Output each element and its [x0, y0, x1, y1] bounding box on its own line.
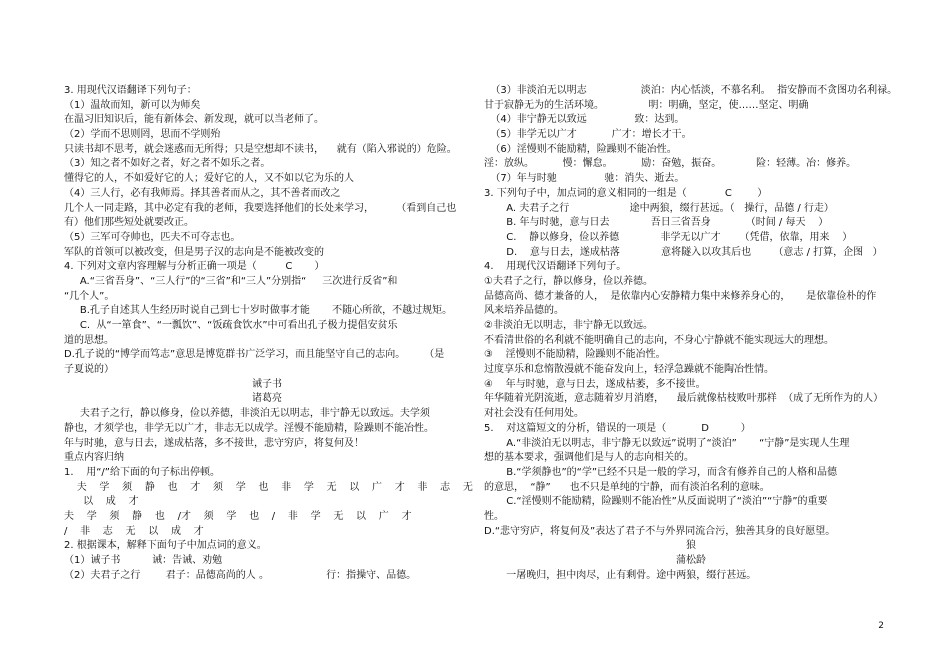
text-line: ④ 年与时驰，意与日去，遂成枯萎，多不接世。 — [484, 378, 706, 390]
text-line: （5）非学无以广才 广才：增长才干。 — [484, 129, 692, 141]
text-line: 在温习旧知识后，能有新体会、新发现，就可以当老师了。 — [64, 114, 324, 126]
text-line: 夫君子之行，静以修身，俭以养德，非淡泊无以明志，非宁静无以致远。夫学须 — [64, 408, 430, 420]
text-line: 一屠晚归，担中肉尽，止有剩骨。途中两狼，缀行甚远。 — [484, 569, 757, 581]
text-line: C.“淫慢则不能励精，险躁则不能冶性”从反面说明了“淡泊”“宁静”的重要 — [484, 496, 828, 508]
centered-heading: 狼 — [686, 540, 696, 552]
text-line: “几个人”。 — [64, 290, 115, 302]
text-line: A.“非淡泊无以明志，非宁静无以致远”说明了“淡泊” “宁静”是实现人生理 — [484, 437, 850, 449]
text-line: D.孔子说的“博学而笃志”意思是博览群书广泛学习，而且能坚守自己的志向。 （是 — [64, 349, 445, 361]
text-line: 品德高尚、德才兼备的人， 是依靠内心安静精力集中来修养身心的， 是依靠俭朴的作 — [484, 290, 877, 302]
text-line: 静也，才须学也，非学无以广才，非志无以成学。淫慢不能励精，险躁则不能冶性。 — [64, 422, 434, 434]
text-line: D. 意与日去，遂成枯落 意将隧入以攻其后也 （意志 / 打算，企图 ） — [484, 246, 883, 258]
text-line: 4. 下列对文章内容理解与分析正确一项是（ C ） — [64, 261, 325, 273]
text-line: C. 静以修身，俭以养德 非学无以广才 （凭借，依靠，用来 ） — [484, 231, 853, 243]
centered-heading: 蒲松龄 — [676, 555, 706, 566]
text-line: 只读书却不思考，就会迷惑而无所得；只是空想却不读书， 就有（陷入邪说的）危险。 — [64, 143, 457, 155]
text-line: 3. 下列句子中，加点词的意义相同的一组是（ C ） — [484, 187, 768, 199]
text-line: 不看清世俗的名利就不能明确自己的志向，不身心宁静就不能实现远大的理想。 — [484, 334, 834, 346]
text-line: 过度享乐和怠惰散漫就不能奋发向上，轻浮急躁就不能陶冶性情。 — [484, 364, 774, 376]
text-line: 夫 学 须 静 也 才 须 学 也 非 学 无 以 广 才 非 志 无 — [64, 481, 473, 493]
text-line: 年与时驰，意与日去，遂成枯落，多不接世，悲守穷庐，将复何及！ — [64, 437, 364, 449]
text-line: 甘于寂静无为的生活环境。 明：明确，坚定，使……坚定、明确 — [484, 99, 809, 111]
text-line: 重点内容归纳 — [64, 452, 124, 464]
text-line: （3）非淡泊无以明志 淡泊：内心恬淡，不慕名利。 指安静而不贪图功名利禄。 — [484, 85, 898, 96]
text-line: B.孔子自述其人生经历时说自己到七十岁时做事才能 不随心所欲，不越过规矩。 — [64, 305, 453, 317]
text-line: （2）学而不思则罔，思而不学则殆 — [64, 129, 221, 141]
text-line: A. 夫君子之行 途中两狼，缀行甚远。（ 操行，品德 / 行走） — [484, 202, 834, 214]
text-line: （3）知之者不如好之者，好之者不如乐之者。 — [64, 158, 271, 170]
text-line: 夫 学 须 静 也 /才 须 学 也 / 非 学 无 以 广 才 — [64, 510, 412, 522]
text-line: ②非淡泊无以明志，非宁静无以致远。 — [484, 320, 653, 331]
text-line: 1. 用“/”给下面的句子标出停顿。 — [64, 466, 220, 478]
text-line: 有）他们那些短处就要改正。 — [64, 217, 194, 229]
text-line: （6）淫慢则不能励精，险躁则不能冶性。 — [484, 143, 677, 155]
right-column — [484, 84, 898, 583]
text-line: 几个人一同走路，其中必定有我的老师，我要选择他们的长处来学习， （看到自己也 — [64, 202, 457, 214]
text-line: A.“三省吾身”、“三人行”的“三省”和“三人”分别指“ 三次进行反省”和 — [64, 275, 398, 287]
text-line: 风来培养品德的。 — [484, 305, 564, 317]
text-line: 想的基本要求，强调他们是与人的志向相关的。 — [484, 452, 694, 464]
text-line: 军队的首领可以被改变，但是男子汉的志向是不能被改变的 — [64, 246, 324, 258]
text-line: C. 从“一箪食”、“一瓢饮”、“饭疏食饮水”中可看出孔子极力提倡安贫乐 — [64, 320, 398, 331]
text-line: 懂得它的人，不如爱好它的人；爱好它的人，又不如以它为乐的人 — [64, 173, 354, 185]
text-line: B. 年与时驰，意与日去 吾日三省吾身 （时间 / 每天 ） — [484, 217, 829, 229]
text-line: 子夏说的） — [64, 364, 114, 376]
text-line: / 非 志 无 以 成 才 — [64, 525, 204, 537]
text-line: （5）三军可夺帅也，匹夫不可夺志也。 — [64, 231, 241, 243]
text-line: 的意思， “静” 也不只是单纯的宁静，而有淡泊名利的意味。 — [484, 481, 770, 493]
text-line: 淫：放纵。 慢：懈怠。 励：奋勉，振奋。 险：轻薄。冶：修养。 — [484, 158, 857, 170]
text-line: 年华随着光阴流逝，意志随着岁月消磨， 最后就像枯枝败叶那样 （成了无所作为的人） — [484, 393, 884, 405]
text-line: ①夫君子之行，静以修身，俭以养德。 — [484, 275, 653, 287]
text-line: B.“学须静也”的“学”已经不只是一般的学习，而含有修养自己的人格和品德 — [484, 466, 838, 478]
text-line: 2. 根据课本，解释下面句子中加点词的意义。 — [64, 540, 267, 552]
text-line: （2）夫君子之行 君子：品德高尚的人 。 行：指操守、品德。 — [64, 569, 417, 581]
left-column — [64, 84, 473, 583]
text-line: 对社会没有任何用处。 — [484, 408, 584, 420]
text-line: （1）诫子书 诫：告诫、劝勉 — [64, 555, 223, 566]
text-line: 4. 用现代汉语翻译下列句子。 — [484, 261, 627, 273]
text-line: 性。 — [484, 510, 504, 522]
text-line: （7）年与时驰 驰：消失、逝去。 — [484, 173, 685, 185]
text-line: 3. 用现代汉语翻译下列句子： — [64, 85, 197, 96]
centered-heading: 诸葛亮 — [252, 393, 282, 405]
centered-heading: 诫子书 — [252, 378, 282, 390]
text-line: （1）温故而知，新可以为师矣 — [64, 99, 201, 111]
text-line: D.“悲守穷庐，将复何及”表达了君子不与外界同流合污，独善其身的良好愿望。 — [484, 525, 836, 537]
text-line: ③ 淫慢则不能励精，险躁则不能冶性。 — [484, 349, 666, 361]
text-line: 以 成 才 — [64, 496, 139, 508]
text-line: （4）三人行，必有我师焉。择其善者而从之，其不善者而改之 — [64, 187, 341, 199]
text-line: （4）非宁静无以致远 致：达到。 — [484, 114, 685, 126]
text-line: 5. 对这篇短文的分析，错误的一项是（ D ） — [484, 422, 751, 434]
page-number: 2 — [878, 621, 884, 631]
text-line: 道的思想。 — [64, 334, 114, 346]
